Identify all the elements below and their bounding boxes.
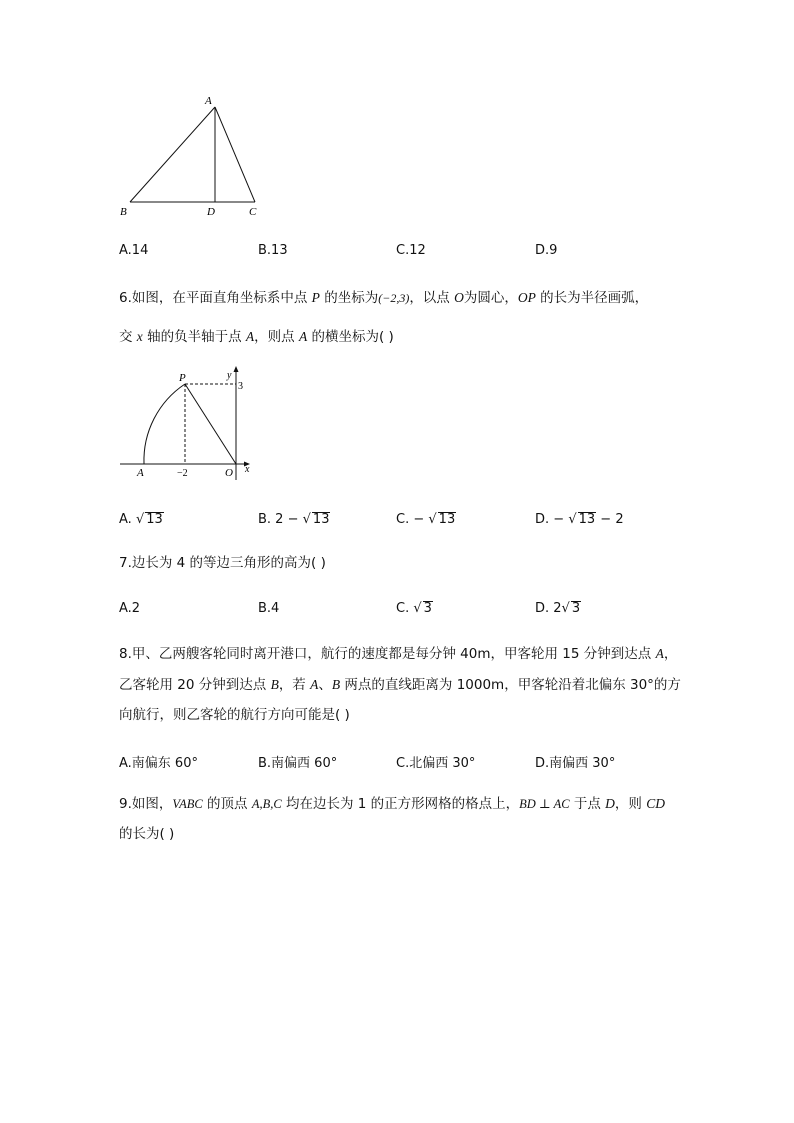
side-ac bbox=[215, 107, 255, 202]
q8-line-3: 向航行，则乙客轮的航行方向可能是( ) bbox=[119, 707, 350, 723]
segment-op bbox=[185, 384, 236, 464]
label-o: O bbox=[225, 467, 233, 479]
coordinate-arc-figure bbox=[118, 362, 258, 482]
label-a: A bbox=[205, 95, 212, 107]
q8-option-d: D.南偏西 30° bbox=[535, 756, 616, 771]
label-p: P bbox=[179, 372, 186, 384]
q5-option-d: D.9 bbox=[535, 243, 558, 258]
label-x: x bbox=[245, 464, 250, 475]
triangle-abc-figure bbox=[110, 92, 270, 222]
q8-option-a: A.南偏东 60° bbox=[119, 756, 198, 771]
arc-pa bbox=[144, 384, 185, 464]
label-a: A bbox=[137, 467, 144, 479]
q5-option-c: C.12 bbox=[396, 243, 426, 258]
q7-option-c: C. √ 3 bbox=[396, 601, 432, 616]
label-three: 3 bbox=[238, 381, 243, 392]
y-axis-arrow bbox=[234, 366, 239, 372]
label-b: B bbox=[120, 206, 127, 218]
q9-line-2: 的长为( ) bbox=[119, 826, 175, 842]
label-d: D bbox=[207, 206, 215, 218]
side-ab bbox=[130, 107, 215, 202]
label-y: y bbox=[227, 370, 232, 381]
q8-line-1: 8.甲、乙两艘客轮同时离开港口，航行的速度都是每分钟 40m，甲客轮用 15 分钟到达点 A， bbox=[119, 646, 678, 662]
q6-option-c: C. − √ 13 bbox=[396, 512, 456, 527]
q7-option-d: D. 2√ 3 bbox=[535, 601, 581, 616]
q6-option-a: A. √ 13 bbox=[119, 512, 163, 527]
q6-option-d: D. − √ 13 − 2 bbox=[535, 512, 624, 527]
q6-line-2: 交 x 轴的负半轴于点 A，则点 A 的横坐标为( ) bbox=[119, 329, 394, 345]
q8-option-c: C.北偏西 30° bbox=[396, 756, 476, 771]
q5-option-b: B.13 bbox=[258, 243, 288, 258]
q7-text: 7.边长为 4 的等边三角形的高为( ) bbox=[119, 555, 326, 571]
label-c: C bbox=[249, 206, 257, 218]
q9-line-1: 9.如图，VABC 的顶点 A,B,C 均在边长为 1 的正方形网格的格点上，BD ⊥ AC 于点 D，则 CD bbox=[119, 796, 665, 812]
q8-option-b: B.南偏西 60° bbox=[258, 756, 338, 771]
q8-line-2: 乙客轮用 20 分钟到达点 B，若 A、B 两点的直线距离为 1000m，甲客轮沿着北偏东 30°的方 bbox=[119, 677, 681, 693]
q7-option-b: B.4 bbox=[258, 601, 280, 616]
q7-option-a: A.2 bbox=[119, 601, 141, 616]
q6-line-1: 6.如图，在平面直角坐标系中点 P 的坐标为(−2,3)，以点 O为圆心，OP 的长为半径画弧， bbox=[119, 290, 649, 306]
q6-option-b: B. 2 − √ 13 bbox=[258, 512, 330, 527]
label-neg2: −2 bbox=[177, 468, 188, 479]
q5-option-a: A.14 bbox=[119, 243, 149, 258]
